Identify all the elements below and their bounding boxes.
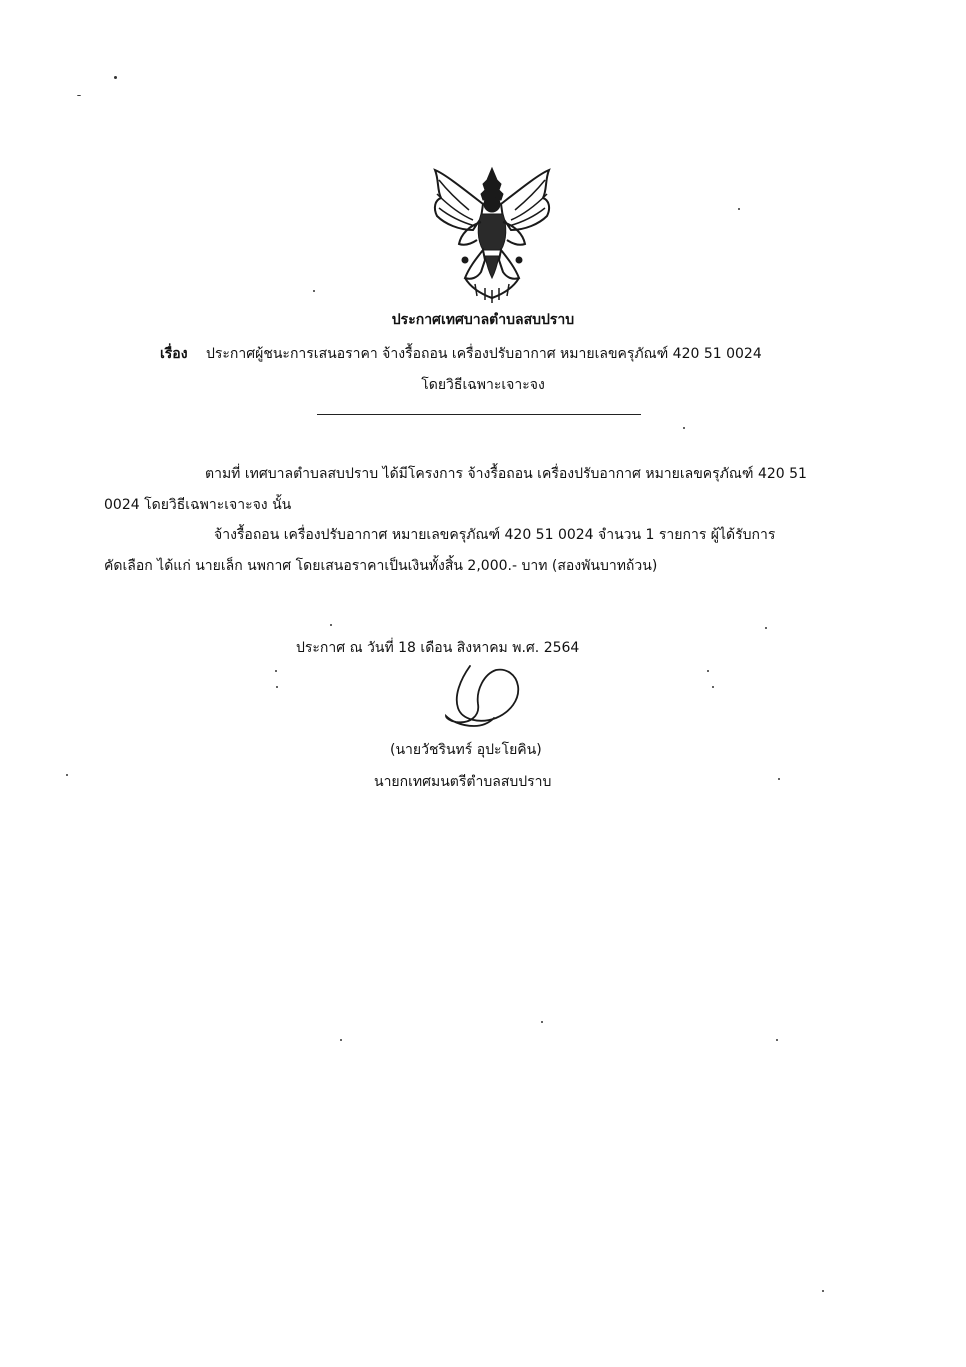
- scan-speck: [330, 624, 332, 626]
- signer-name: (นายวัชรินทร์ อุปะโยคิน): [390, 742, 542, 758]
- scan-speck: [313, 290, 315, 292]
- paragraph2-line1: จ้างรื้อถอน เครื่องปรับอากาศ หมายเลขครุภัณฑ์ 420 51 0024 จำนวน 1 รายการ ผู้ได้รับการ: [214, 527, 776, 543]
- signature-icon: [440, 660, 530, 732]
- page-title: ประกาศเทศบาลตำบลสบปราบ: [391, 312, 575, 328]
- procurement-method: โดยวิธีเฉพาะเจาะจง: [421, 377, 545, 393]
- scan-speck: [712, 686, 714, 688]
- divider: [317, 414, 641, 415]
- scan-speck: [276, 686, 278, 688]
- scan-speck: [822, 1290, 824, 1292]
- subject-text: ประกาศผู้ชนะการเสนอราคา จ้างรื้อถอน เครื่องปรับอากาศ หมายเลขครุภัณฑ์ 420 51 0024: [206, 346, 762, 362]
- scan-speck: [776, 1039, 778, 1041]
- scan-speck: [683, 427, 685, 429]
- scan-speck: [765, 627, 767, 629]
- scan-speck: [340, 1039, 342, 1041]
- scan-speck: [541, 1021, 543, 1023]
- signer-position: นายกเทศมนตรีตำบลสบปราบ: [374, 774, 552, 790]
- scan-speck: [114, 76, 117, 79]
- scan-speck: [778, 778, 780, 780]
- scan-speck: [66, 774, 68, 776]
- paragraph2-line2: คัดเลือก ได้แก่ นายเล็ก นพกาศ โดยเสนอราคาเป็นเงินทั้งสิ้น 2,000.- บาท (สองพันบาทถ้วน): [104, 558, 658, 574]
- scan-speck: [77, 95, 81, 96]
- paragraph1-line1: ตามที่ เทศบาลตำบลสบปราบ ได้มีโครงการ จ้างรื้อถอน เครื่องปรับอากาศ หมายเลขครุภัณฑ์ 420 51: [205, 466, 807, 482]
- scan-speck: [275, 670, 277, 672]
- subject-label: เรื่อง: [160, 346, 188, 362]
- scan-speck: [738, 208, 740, 210]
- scan-speck: [707, 670, 709, 672]
- garuda-emblem-icon: [425, 160, 559, 305]
- paragraph1-line2: 0024 โดยวิธีเฉพาะเจาะจง นั้น: [104, 497, 292, 513]
- announce-date: ประกาศ ณ วันที่ 18 เดือน สิงหาคม พ.ศ. 2564: [296, 640, 580, 656]
